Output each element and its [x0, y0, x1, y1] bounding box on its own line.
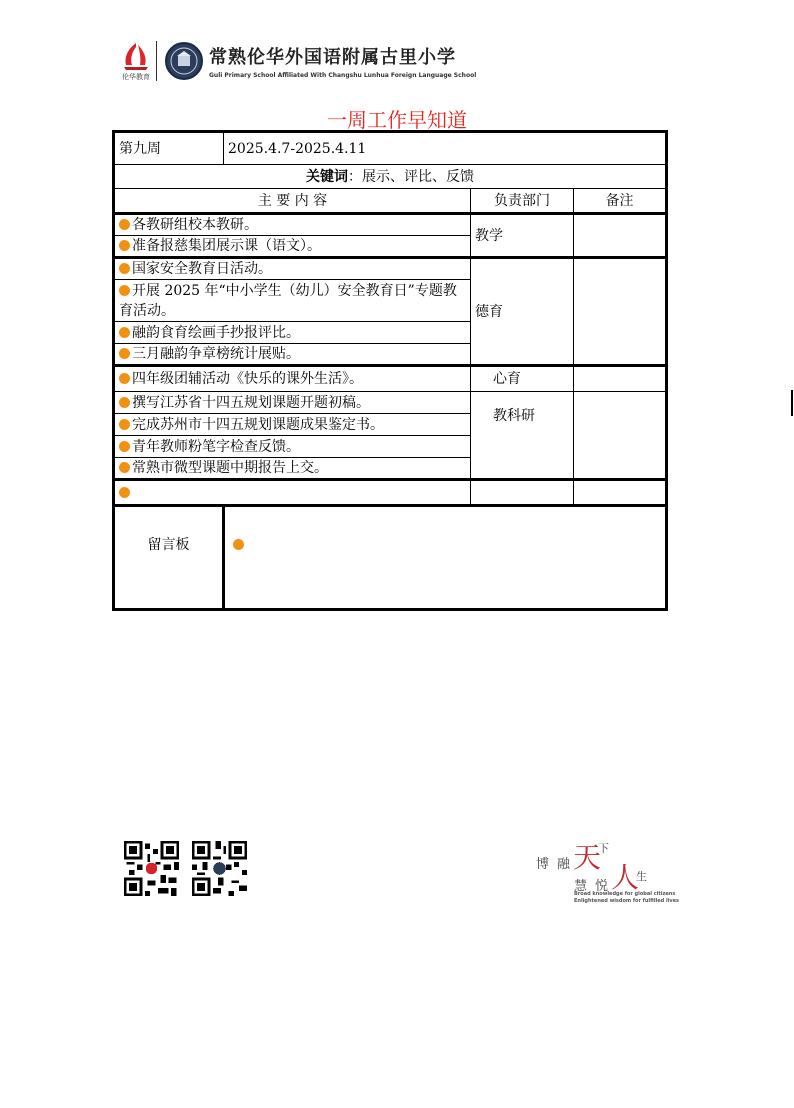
bullet-icon: [119, 285, 130, 296]
list-item: 开展 2025 年“中小学生（幼儿）安全教育日”专题教育活动。: [114, 280, 471, 322]
message-board-label: 留言板: [114, 506, 224, 610]
list-item: 融韵食育绘画手抄报评比。: [114, 322, 471, 344]
empty-item-row: [114, 480, 471, 506]
slogan-char: 下: [598, 842, 609, 855]
school-name-cn: 常熟伦华外国语附属古里小学: [209, 47, 456, 68]
qr-code-icon: [124, 841, 179, 896]
empty-dept-cell: [471, 480, 574, 506]
qr-code-icon: [192, 841, 247, 896]
school-name-en: Guli Primary School Affiliated With Changshu Lunhua Foreign Language School: [209, 72, 477, 79]
logo-divider: [156, 41, 157, 81]
slogan-char: 生: [636, 870, 647, 883]
slogan-char: 悦: [595, 879, 609, 894]
slogan-char: 人: [611, 861, 640, 894]
list-item: 撰写江苏省十四五规划课题开题初稿。: [114, 392, 471, 414]
school-slogan: [536, 836, 680, 906]
dept-moral: 德育: [471, 258, 574, 366]
slogan-char: 慧: [574, 879, 588, 894]
list-item: 三月融韵争章榜统计展贴。: [114, 344, 471, 366]
slogan-char: 融: [557, 857, 571, 872]
school-name-block: [209, 43, 476, 79]
bullet-icon: [119, 441, 130, 452]
bullet-icon: [119, 263, 130, 274]
bullet-icon: [119, 327, 130, 338]
bullet-icon: [119, 219, 130, 230]
bullet-icon: [119, 462, 130, 473]
note-cell: [574, 392, 667, 480]
bullet-icon: [119, 419, 130, 430]
lunhua-education-logo: [118, 39, 154, 83]
slogan-char: 博: [536, 857, 550, 872]
bullet-icon: [119, 240, 130, 251]
brand-small-label: 伦华教育: [122, 73, 150, 81]
keywords-label: 关键词: [306, 168, 348, 185]
note-cell: [574, 258, 667, 366]
week-dates: 2025.4.7-2025.4.11: [224, 132, 667, 165]
column-header-dept: 负责部门: [471, 189, 574, 214]
list-item: 四年级团辅活动《快乐的课外生活》。: [114, 366, 471, 392]
slogan-en-line2: Enlightened wisdom for fulfilled lives: [574, 898, 680, 904]
list-item: 国家安全教育日活动。: [114, 258, 471, 280]
bullet-icon: [119, 373, 130, 384]
document-title: 一周工作早知道: [327, 108, 467, 132]
list-item: 常熟市微型课题中期报告上交。: [114, 458, 471, 480]
page-edge-mark: [791, 390, 793, 416]
bullet-icon: [119, 487, 130, 498]
list-item: 青年教师粉笔字检查反馈。: [114, 436, 471, 458]
message-board-content: [224, 506, 667, 610]
school-header: [118, 38, 476, 84]
list-item: 各教研组校本教研。: [114, 214, 471, 236]
list-item: 准备报慈集团展示课（语文）。: [114, 236, 471, 258]
note-cell: [574, 214, 667, 258]
dept-research: 教科研: [471, 392, 574, 480]
slogan-char: 天: [573, 841, 602, 874]
bullet-icon: [119, 397, 130, 408]
weekly-plan-table: [112, 130, 668, 611]
note-cell: [574, 480, 667, 506]
keywords-text: ：展示、评比、反馈: [348, 168, 474, 185]
slogan-en-line1: Broad knowledge for global citizens: [574, 891, 676, 897]
keywords-row: [114, 165, 667, 189]
column-header-note: 备注: [574, 189, 667, 214]
dept-mental: 心育: [471, 366, 574, 392]
dept-teaching: 教学: [471, 214, 574, 258]
bullet-icon: [233, 539, 244, 550]
bullet-icon: [119, 348, 130, 359]
note-cell: [574, 366, 667, 392]
list-item: 完成苏州市十四五规划课题成果鉴定书。: [114, 414, 471, 436]
school-emblem-icon: [165, 42, 203, 80]
week-label: 第九周: [114, 132, 224, 165]
column-header-content: 主 要 内 容: [114, 189, 471, 214]
